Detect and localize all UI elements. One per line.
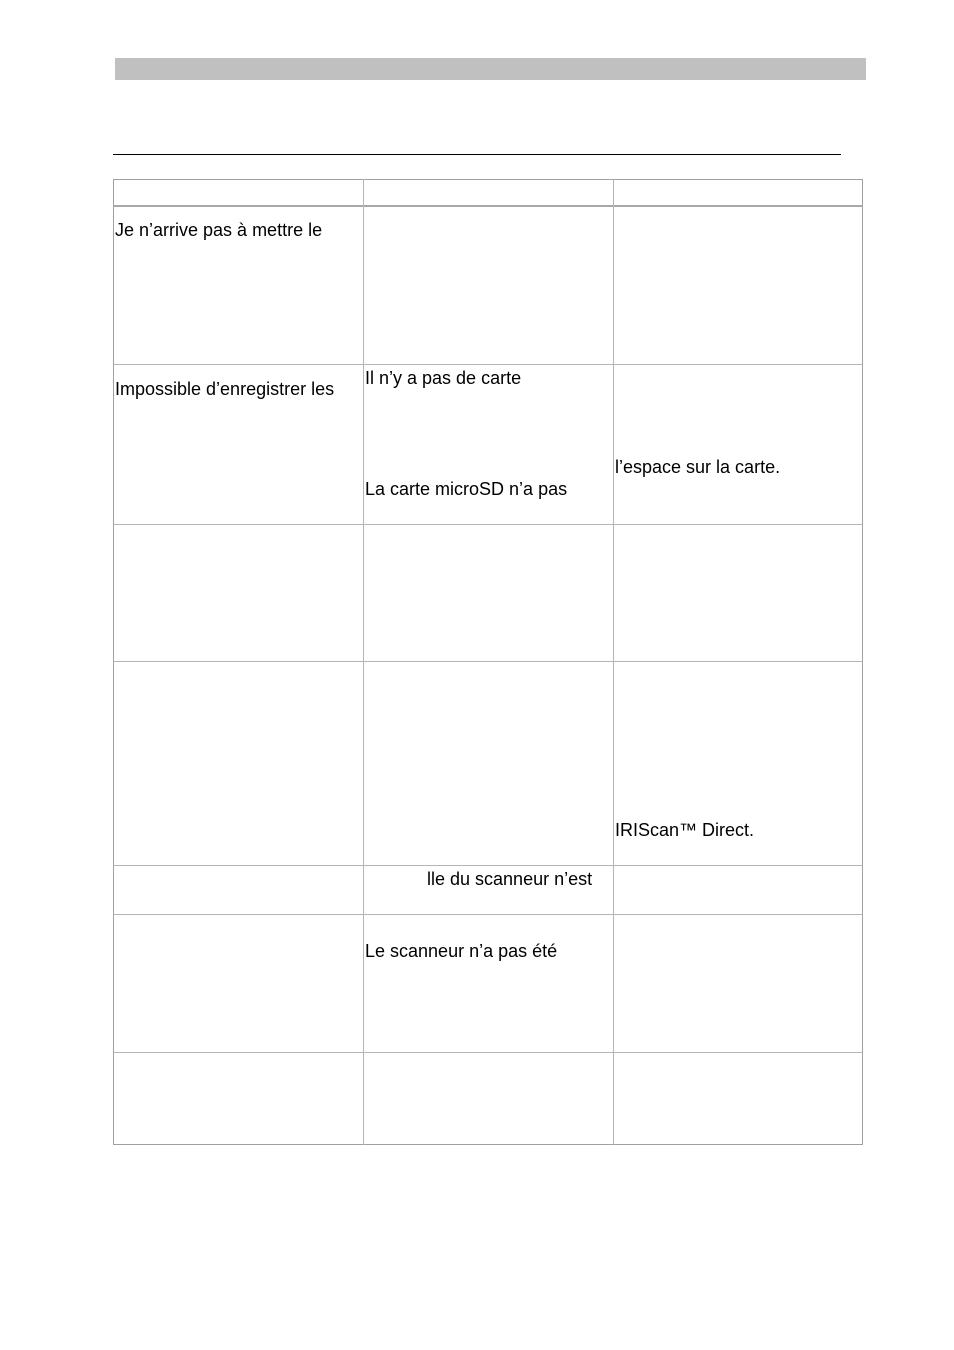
- column-divider: [613, 179, 614, 1145]
- column-divider: [363, 179, 364, 1145]
- cause-cell-row-2-a: Il n’y a pas de carte: [365, 368, 522, 388]
- row-divider: [113, 865, 863, 866]
- header-bar: [115, 58, 866, 80]
- cause-cell-row-6: Le scanneur n’a pas été: [365, 941, 558, 961]
- row-divider: [113, 1052, 863, 1053]
- title-underline: [113, 154, 841, 155]
- solution-cell-row-4: IRIScan™ Direct.: [615, 820, 755, 840]
- row-divider: [113, 661, 863, 662]
- header-row-divider: [113, 205, 863, 207]
- solution-cell-row-2: l’espace sur la carte.: [615, 457, 781, 477]
- row-divider: [113, 914, 863, 915]
- row-divider: [113, 524, 863, 525]
- cause-cell-row-5: lle du scanneur n’est: [427, 869, 593, 889]
- problem-cell-row-1: Je n’arrive pas à mettre le: [115, 220, 323, 240]
- problem-cell-row-2: Impossible d’enregistrer les: [115, 379, 335, 399]
- troubleshooting-table: [113, 179, 863, 1145]
- cause-cell-row-2-b: La carte microSD n’a pas: [365, 479, 568, 499]
- row-divider: [113, 364, 863, 365]
